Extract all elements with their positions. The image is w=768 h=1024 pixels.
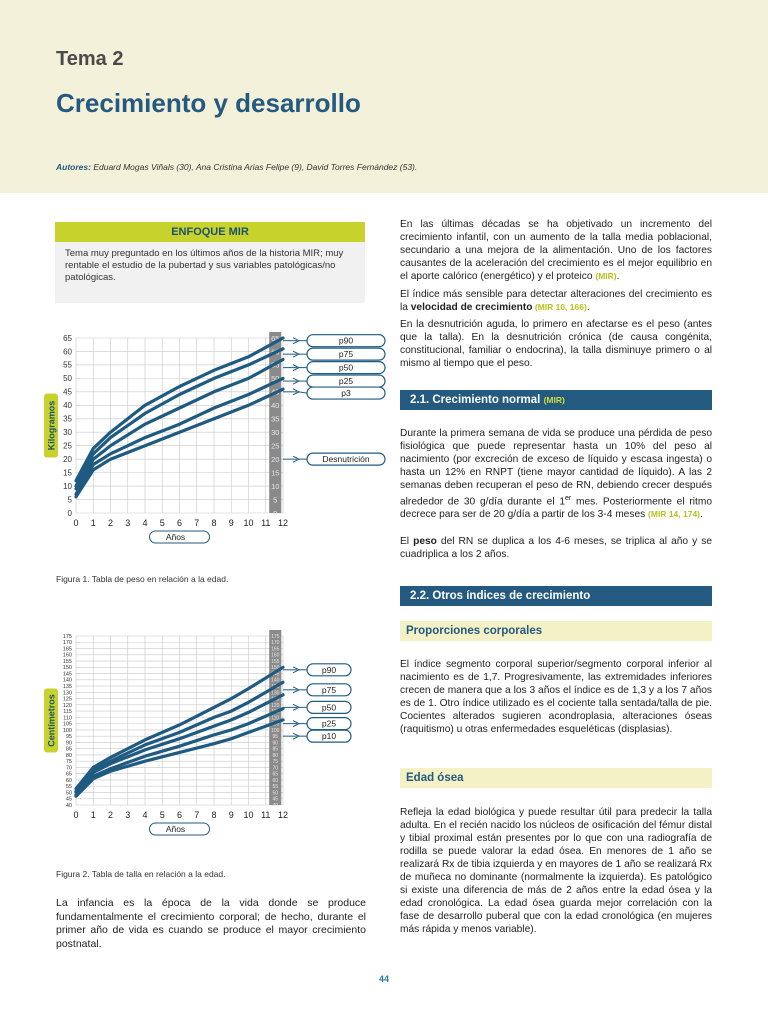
- band-tick-label: 40: [271, 401, 280, 411]
- band-tick-label: 125: [271, 696, 280, 703]
- x-tick-label: 6: [176, 518, 183, 528]
- callout-label: p75: [338, 349, 354, 360]
- band-tick-label: 70: [272, 765, 279, 772]
- band-tick-label: 155: [271, 658, 280, 665]
- paragraph-1-text: En las últimas décadas se ha objetivado un incremento del crecimiento infantil, con un aumento de la talla media poblacional, secundario a una mejora de la alimentación. Uno de los factores causantes de la aceleración del crecimiento es el mejor equilibrio en el aporte calórico (energético) y el proteico: [400, 219, 712, 282]
- section-2-1-header: [400, 390, 712, 410]
- x-tick-label: 1: [90, 810, 96, 820]
- y-tick-label: 35: [63, 414, 72, 424]
- band-tick-label: 40: [272, 802, 279, 809]
- figure1-caption: Figura 1. Tabla de peso en relación a la edad.: [56, 574, 229, 584]
- callout-label: p90: [338, 335, 354, 346]
- paragraph-2-text: El índice más sensible para detectar alteraciones del crecimiento es la: [400, 289, 712, 313]
- band-tick-label: 130: [271, 690, 280, 697]
- band-tick-label: 135: [271, 683, 280, 690]
- band-tick-label: 5: [273, 495, 278, 505]
- x-tick-label: 1: [90, 518, 96, 528]
- y-tick-label: 55: [63, 360, 72, 370]
- y-tick-label: 175: [62, 633, 72, 640]
- figure2-caption: Figura 2. Tabla de talla en relación a la edad.: [56, 869, 226, 879]
- callout-label: Desnutrición: [322, 454, 370, 465]
- band-tick-label: 120: [271, 702, 280, 709]
- weight-chart: [40, 326, 390, 548]
- band-tick-label: 110: [271, 715, 280, 722]
- subsection-edad-osea: Edad ósea: [400, 768, 712, 788]
- band-tick-label: 65: [272, 771, 279, 778]
- paragraph-7: Refleja la edad biológica y puede resultar útil para predecir la talla adulta. En el recién nacido los núcleos de osificación del fémur distal y tibial proximal están presentes por lo que con una radiografía de rodilla se puede valorar la edad ósea. En menores de 1 año se realizará Rx de tibia izquierda y en mayores de 1 año se realizará Rx de muñeca no dominante (normalmente la izquierda). Es patológico si existe una diferencia de más de 2 años entre la edad ósea y la edad cronológica. La edad ósea guarda mejor correlación con la fase de desarrollo puberal que con la edad cronológica (en mujeres más rápida y menos variable).: [400, 807, 712, 935]
- x-tick-label: 0: [73, 810, 79, 820]
- height-chart: [40, 628, 390, 843]
- x-tick-label: 2: [107, 810, 114, 820]
- x-tick-label: 11: [261, 518, 271, 528]
- y-tick-label: 20: [63, 454, 72, 464]
- callout-label: p75: [321, 684, 337, 695]
- y-tick-label: 55: [65, 784, 72, 791]
- x-tick-label: 8: [211, 810, 217, 820]
- y-tick-label: 5: [67, 495, 72, 505]
- band-tick-label: 75: [272, 759, 279, 766]
- left-paragraph: La infancia es la época de la vida donde se produce fundamentalmente el crecimiento corporal; de hecho, durante el primer año de vida es cuando se produce el mayor crecimiento postnatal.: [56, 897, 366, 950]
- paragraph-4-text-b: mes. Posteriormente el ritmo decrece para ser de 20 g/día a partir de los 3-4 meses: [400, 496, 712, 521]
- band-tick-label: 90: [272, 740, 279, 747]
- callout-label: p50: [338, 362, 354, 373]
- y-tick-label: 75: [65, 759, 72, 766]
- authors-label: Autores:: [56, 162, 91, 172]
- enfoque-mir-text: Tema muy preguntado en los últimos años de la historia MIR; muy rentable el estudio de la pubertad y sus variables patológicas/no patológicas.: [65, 248, 344, 283]
- paragraph-4-end: .: [700, 509, 703, 521]
- callout-label: p50: [321, 702, 337, 713]
- band-tick-label: 175: [271, 633, 280, 640]
- y-tick-label: 160: [62, 652, 72, 659]
- paragraph-5-text: El: [400, 536, 414, 547]
- x-tick-label: 7: [194, 518, 200, 528]
- authors-line: [56, 162, 417, 172]
- y-tick-label: 105: [62, 721, 72, 728]
- band-tick-label: 140: [271, 677, 280, 684]
- callout-connector: [299, 392, 307, 393]
- y-tick-label: 30: [63, 428, 72, 438]
- paragraph-2-end: .: [586, 302, 590, 313]
- x-tick-label: 2: [107, 518, 114, 528]
- band-tick-label: 100: [271, 727, 280, 734]
- band-tick-label: 25: [271, 441, 280, 451]
- band-tick-label: 80: [272, 752, 279, 759]
- section-2-1-title: 2.1. Crecimiento normal: [410, 394, 541, 406]
- band-tick-label: 45: [271, 387, 280, 397]
- y-tick-label: 60: [63, 347, 72, 357]
- authors-names: Eduard Mogas Viñals (30), Ana Cristina Arias Felipe (9), David Torres Fernández (53).: [90, 162, 418, 172]
- band-tick-label: 165: [271, 646, 280, 653]
- band-tick-label: 10: [271, 481, 280, 491]
- mir-ref: (MIR 10, 166): [532, 302, 587, 312]
- page-header: [0, 0, 768, 193]
- callout-label: p3: [341, 388, 351, 399]
- y-axis-label: Kilogramos: [46, 400, 57, 451]
- y-tick-label: 50: [65, 790, 72, 797]
- chapter-number: Tema 2: [56, 48, 124, 70]
- band-tick-label: 95: [272, 734, 279, 741]
- x-tick-label: 0: [73, 518, 79, 528]
- paragraph-3: En la desnutrición aguda, lo primero en afectarse es el peso (antes que la talla). En la desnutrición crónica (de causa congénita, constitucional, familiar o endocrina), la talla disminuye primero o al mismo al tiempo que el peso.: [400, 319, 712, 369]
- y-tick-label: 110: [63, 715, 72, 722]
- paragraph-2-bold: velocidad de crecimiento: [410, 302, 533, 313]
- band-tick-label: 30: [271, 428, 280, 438]
- band-tick-label: 55: [271, 360, 280, 370]
- x-tick-label: 3: [125, 810, 131, 820]
- y-tick-label: 165: [62, 646, 72, 653]
- paragraph-5-end: del RN se duplica a los 4-6 meses, se triplica al año y se cuadriplica a los 2 años.: [400, 536, 712, 560]
- paragraph-1: [400, 218, 712, 283]
- y-tick-label: 10: [63, 481, 72, 491]
- y-tick-label: 45: [65, 796, 72, 803]
- y-tick-label: 25: [63, 441, 72, 451]
- y-tick-label: 40: [65, 802, 72, 809]
- paragraph-1-end: .: [616, 271, 620, 282]
- y-tick-label: 50: [63, 374, 72, 384]
- y-tick-label: 70: [65, 765, 72, 772]
- band-tick-label: 15: [271, 468, 280, 478]
- callout-label: p25: [338, 376, 354, 387]
- callout-label: p90: [321, 664, 337, 675]
- paragraph-4-text: Durante la primera semana de vida se produce una pérdida de peso fisiológica que puede representar hasta un 10% del peso al nacimiento (por excreción de exceso de líquido y escasa ingesta) o hasta un 12% en RNPT (tiene mayor cantidad de líquido). A las 2 semanas deben recuperan el peso de RN, debiendo crecer después alrededor de 30 g/día durante el 1: [400, 428, 712, 508]
- band-tick-label: 115: [271, 709, 280, 716]
- band-tick-label: 50: [271, 374, 280, 384]
- y-tick-label: 120: [62, 702, 72, 709]
- x-tick-label: 12: [277, 810, 289, 820]
- y-tick-label: 45: [63, 387, 72, 397]
- mir-ref: (MIR): [543, 395, 565, 405]
- page-number: 44: [378, 974, 389, 984]
- paragraph-6: El índice segmento corporal superior/segmento corporal inferior al nacimiento es de 1,7. Progresivamente, las extremidades inferiores crecen de manera que a los 3 años el índice es de 1,3 y a los 7 años es de 1. Otro índice utilizado es el cociente talla sentada/talla de pie. Cocientes alterados sugieren acondroplasia, alteraciones óseas (raquitismo) u otras enfermedades esqueléticas (displasias).: [400, 659, 712, 735]
- x-tick-label: 5: [159, 518, 165, 528]
- x-tick-label: 4: [142, 810, 148, 820]
- x-tick-label: 7: [194, 810, 200, 820]
- y-tick-label: 40: [63, 401, 72, 411]
- paragraph-4: [400, 427, 712, 521]
- x-axis-label: Años: [165, 824, 186, 834]
- subsection-proporciones: Proporciones corporales: [400, 621, 712, 641]
- superscript: er: [565, 495, 572, 502]
- mir-ref: (MIR 14, 174): [648, 509, 701, 520]
- x-tick-label: 6: [176, 810, 183, 820]
- x-tick-label: 12: [277, 518, 289, 528]
- x-tick-label: 9: [228, 518, 234, 528]
- x-tick-label: 8: [211, 518, 217, 528]
- mir-ref: (MIR): [595, 271, 617, 281]
- band-tick-label: 60: [271, 347, 280, 357]
- band-tick-label: 150: [271, 665, 280, 672]
- band-tick-label: 65: [271, 333, 280, 343]
- y-tick-label: 100: [62, 727, 72, 734]
- chapter-title: Crecimiento y desarrollo: [56, 88, 361, 118]
- x-tick-label: 10: [243, 518, 254, 528]
- band-tick-label: 160: [271, 652, 280, 659]
- x-tick-label: 5: [159, 810, 165, 820]
- callout-label: p25: [321, 718, 337, 729]
- band-tick-label: 35: [271, 414, 280, 424]
- band-tick-label: 20: [271, 454, 280, 464]
- band-tick-label: 60: [272, 777, 279, 784]
- paragraph-2: [400, 288, 712, 314]
- y-tick-label: 80: [65, 752, 72, 759]
- y-tick-label: 85: [65, 746, 72, 753]
- y-tick-label: 115: [63, 709, 72, 716]
- y-tick-label: 15: [63, 468, 72, 478]
- band-tick-label: 50: [272, 790, 279, 797]
- x-tick-label: 11: [261, 810, 271, 820]
- x-tick-label: 3: [125, 518, 131, 528]
- band-tick-label: 85: [272, 746, 279, 753]
- y-tick-label: 65: [65, 771, 72, 778]
- paragraph-5-bold: peso: [413, 536, 437, 547]
- y-tick-label: 60: [65, 777, 72, 784]
- y-tick-label: 125: [62, 696, 72, 703]
- band-tick-label: 45: [272, 796, 279, 803]
- y-tick-label: 150: [62, 665, 72, 672]
- y-tick-label: 95: [65, 734, 72, 741]
- x-tick-label: 4: [142, 518, 148, 528]
- x-tick-label: 10: [243, 810, 254, 820]
- band-tick-label: 55: [272, 784, 279, 791]
- paragraph-5: [400, 535, 712, 561]
- y-tick-label: 90: [65, 740, 72, 747]
- y-tick-label: 145: [62, 671, 72, 678]
- y-tick-label: 170: [62, 640, 72, 647]
- y-axis-label: Centímetros: [46, 694, 57, 747]
- x-axis-label: Años: [165, 532, 186, 542]
- y-tick-label: 0: [67, 508, 72, 518]
- enfoque-mir-box: [55, 222, 365, 303]
- band-tick-label: 105: [271, 721, 280, 728]
- callout-label: p10: [321, 731, 337, 742]
- y-tick-label: 65: [63, 333, 72, 343]
- y-tick-label: 135: [62, 683, 72, 690]
- y-tick-label: 155: [62, 658, 72, 665]
- band-tick-label: 0: [273, 508, 278, 518]
- x-tick-label: 9: [228, 810, 234, 820]
- band-tick-label: 145: [271, 671, 280, 678]
- enfoque-mir-title: ENFOQUE MIR: [55, 222, 365, 242]
- band-tick-label: 170: [271, 640, 280, 647]
- y-tick-label: 140: [62, 677, 72, 684]
- section-2-2-header: 2.2. Otros índices de crecimiento: [400, 586, 712, 606]
- y-tick-label: 130: [62, 690, 72, 697]
